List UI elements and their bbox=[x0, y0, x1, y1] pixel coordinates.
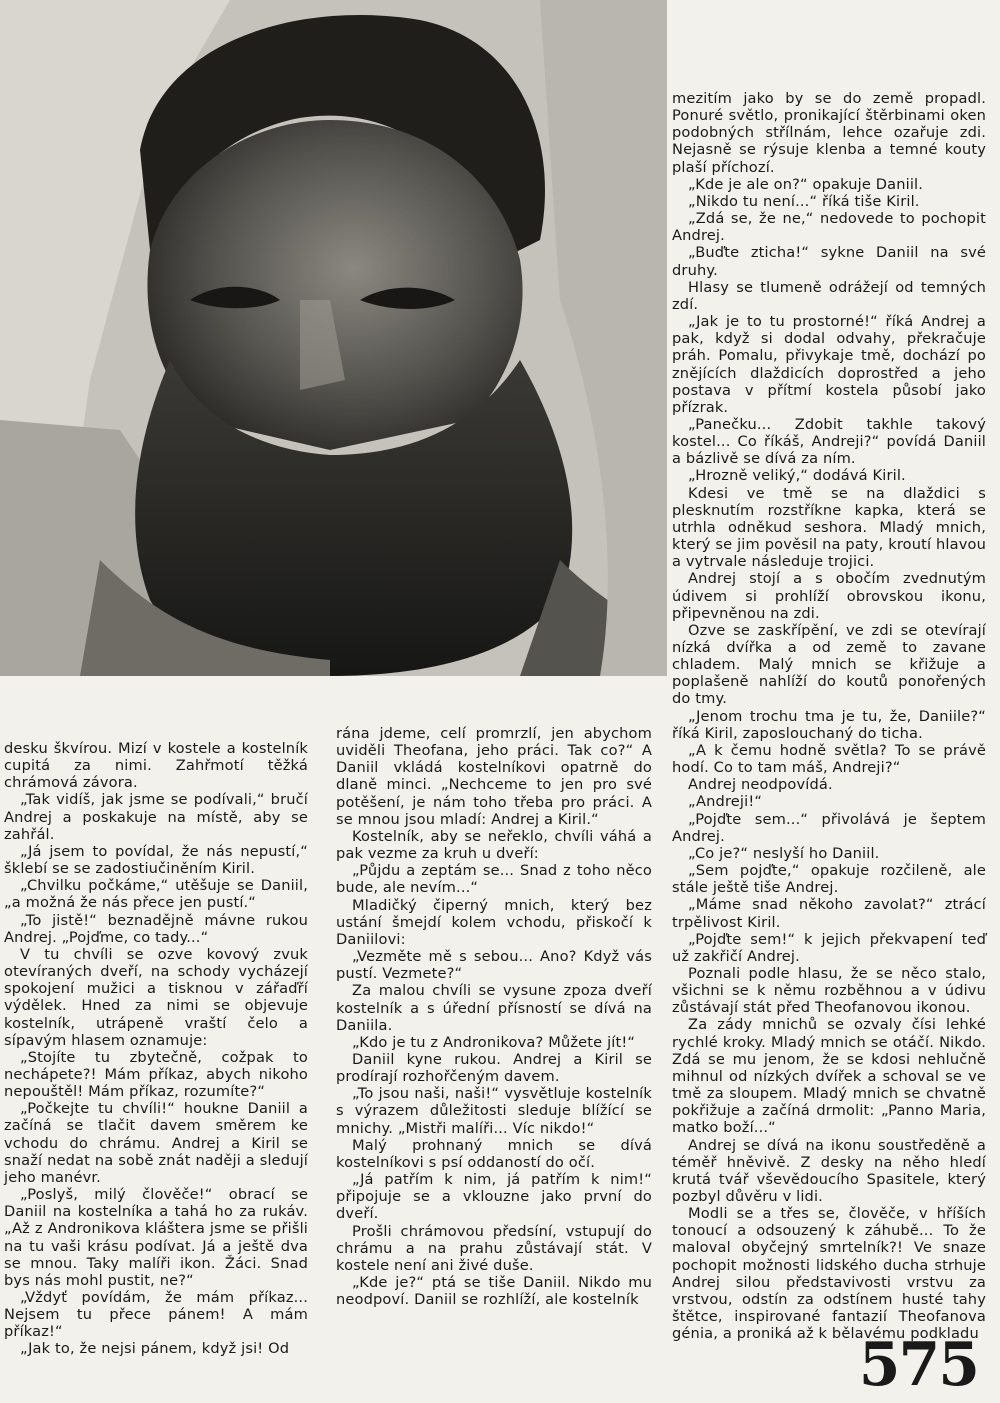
paragraph: Poznali podle hlasu, že se něco stalo, všichni se k němu rozběhnou a v údivu zůstávají stát před Theofanovou ikonou. bbox=[672, 964, 986, 1017]
paragraph: „Pojďte sem...“ přivolává je šeptem Andrej. bbox=[672, 810, 986, 845]
paragraph: Andrej stojí a s obočím zvednutým údivem si prohlíží obrovskou ikonu, připevněnou na zdi. bbox=[672, 570, 986, 622]
paragraph: Prošli chrámovou předsíní, vstupují do chrámu a na prahu zůstávají stát. V kostele není ani živé duše. bbox=[336, 1222, 652, 1274]
paragraph: „Počkejte tu chvíli!“ houkne Daniil a začíná se tlačit davem směrem ke vchodu do chrámu. Andrej a Kiril se snaží nedat na sobě znát naději a sledují jeho manévr. bbox=[4, 1100, 308, 1186]
paragraph: „Jenom trochu tma je tu, že, Daniile?“ říká Kiril, zaposlouchaný do ticha. bbox=[672, 707, 986, 742]
paragraph: „Andreji!“ bbox=[688, 793, 763, 811]
text-column-right bbox=[672, 90, 986, 1342]
paragraph: „Já patřím k nim, já patřím k nim!“ připojuje se a vklouzne jako první do dveří. bbox=[336, 1171, 652, 1223]
paragraph: Hlasy se tlumeně odrážejí od temných zdí. bbox=[672, 278, 986, 313]
paragraph: Andrej se dívá na ikonu soustředěně a téměř hněvivě. Z desky na něho hledí krutá tvář vševědoucího Spasitele, který pozbyl důvěru v lidi. bbox=[672, 1136, 986, 1205]
paragraph: „Vezměte mě s sebou... Ano? Když vás pustí. Vezmete?“ bbox=[336, 948, 652, 983]
paragraph: „Máme snad někoho zavolat?“ ztrácí trpělivost Kiril. bbox=[672, 896, 986, 931]
paragraph: „Půjdu a zeptám se... Snad z toho něco bude, ale nevím...“ bbox=[336, 862, 652, 897]
paragraph: „Chvilku počkáme,“ utěšuje se Daniil, „a možná že nás přece jen pustí.“ bbox=[4, 877, 308, 912]
paragraph: „Já jsem to povídal, že nás nepustí,“ šklebí se se zadostiučiněním Kiril. bbox=[4, 842, 308, 878]
paragraph: „Tak vidíš, jak jsme se podívali,“ bručí Andrej a poskakuje na místě, aby se zahřál. bbox=[4, 791, 308, 843]
paragraph: Andrej neodpovídá. bbox=[688, 776, 833, 794]
paragraph: „Jak to, že nejsi pánem, když jsi! Od bbox=[20, 1340, 290, 1358]
paragraph: „Vždyť povídám, že mám příkaz... Nejsem tu přece pánem! A mám příkaz!“ bbox=[4, 1289, 308, 1341]
painting-portrait-icon bbox=[0, 0, 667, 676]
page-number: 575 bbox=[858, 1330, 978, 1400]
text-column-left bbox=[4, 740, 308, 1358]
paragraph: Za zády mnichů se ozvaly čísi lehké rychlé kroky. Mladý mnich se otáčí. Nikdo. Zdá se mu jenom, že se kdosi nehlučně mihnul od nízkých dvířek a schoval se ve tmě za sloupem. Mladý mnich se chvatně pokřižuje a začíná drmolit: „Panno Maria, matko boží...“ bbox=[672, 1016, 986, 1137]
paragraph: „A k čemu hodně světla? To se právě hodí. Co to tam máš, Andreji?“ bbox=[672, 741, 986, 777]
paragraph: Daniil kyne rukou. Andrej a Kiril se prodírají rozhořčeným davem. bbox=[336, 1050, 652, 1086]
paragraph: „Sem pojďte,“ opakuje rozčileně, ale stále ještě tiše Andrej. bbox=[672, 862, 986, 897]
paragraph: „Pojďte sem!“ k jejich překvapení teď už zakřičí Andrej. bbox=[672, 930, 986, 965]
paragraph: V tu chvíli se ozve kovový zvuk otevíraných dveří, na schody vycházejí spokojení mužici a tisknou v zářaďří výdělek. Hned za nimi se objevuje kostelník, utrápeně vraští čelo a sípavým hlasem oznamuje: bbox=[4, 945, 308, 1049]
icon-painting-portrait bbox=[0, 0, 667, 676]
paragraph: desku škvírou. Mizí v kostele a kostelník cupitá za nimi. Zahřmotí těžká chrámová závora. bbox=[4, 740, 308, 792]
paragraph: „To jsou naši, naši!“ vysvětluje kostelník s výrazem důležitosti sleduje blížící se mnichy. „Mistři malíři... Víc nikdo!“ bbox=[336, 1085, 652, 1137]
paragraph: „Kde je ale on?“ opakuje Daniil. bbox=[688, 175, 924, 193]
paragraph: Kdesi ve tmě se na dlaždici s plesknutím rozstříkne kapka, která se utrhla odněkud seshora. Mladý mnich, který se jim pověsil na paty, kroutí hlavou a vytrvale následuje trojici. bbox=[672, 484, 986, 571]
paragraph: „Zdá se, že ne,“ nedovede to pochopit Andrej. bbox=[672, 210, 986, 245]
paragraph: „Stojíte tu zbytečně, cožpak to nechápete?! Mám příkaz, abych nikoho nepouštěl! Mám příkaz, rozumíte?“ bbox=[4, 1048, 308, 1101]
paragraph: „Poslyš, milý člověče!“ obrací se Daniil na kostelníka a tahá ho za rukáv. „Až z Andronikova kláštera jsme se přišli na tu vaši krásu podívat. Já a ještě dva se mnou. Taky malíři ikon. Žáci. Snad bys nás mohl pustit, ne?“ bbox=[4, 1186, 308, 1289]
paragraph: „Kdo je tu z Andronikova? Můžete jít!“ bbox=[352, 1033, 636, 1051]
paragraph: Za malou chvíli se vysune zpoza dveří kostelník a s úřední přísností se dívá na Daniila. bbox=[336, 982, 652, 1034]
paragraph: „Jak je to tu prostorné!“ říká Andrej a pak, když si dodal odvahy, překračuje práh. Pomalu, přivykaje tmě, dochází po znějících dlaždicích doprostřed a jeho postava v přítmí kostela působí jako přízrak. bbox=[672, 313, 986, 416]
paragraph: „Hrozně veliký,“ dodává Kiril. bbox=[688, 467, 906, 485]
paragraph: „Co je?“ neslyší ho Daniil. bbox=[688, 844, 880, 862]
paragraph: Malý prohnaný mnich se dívá kostelníkovi s psí oddaností do očí. bbox=[336, 1136, 652, 1171]
paragraph: mezitím jako by se do země propadl. Ponuré světlo, pronikající štěrbinami oken podobných střílnám, lehce ozařuje zdi. Nejasně se rýsuje klenba a temné kouty plaší příchozí. bbox=[672, 90, 986, 176]
paragraph: Mladičký čiperný mnich, který bez ustání šmejdí kolem vchodu, přiskočí k Daniilovi: bbox=[336, 896, 652, 948]
paragraph: „Panečku... Zdobit takhle takový kostel... Co říkáš, Andreji?“ povídá Daniil a bázlivě se dívá za ním. bbox=[672, 415, 986, 468]
paragraph: „Nikdo tu není...“ říká tiše Kiril. bbox=[688, 192, 920, 210]
paragraph: „Kde je?“ ptá se tiše Daniil. Nikdo mu neodpoví. Daniil se rozhlíží, ale kostelník bbox=[336, 1274, 652, 1309]
paragraph: rána jdeme, celí promrzlí, jen abychom uviděli Theofana, jeho práci. Tak co?“ A Daniil vkládá kostelníkovi opatrně do dlaně minci. „Nechceme to jen pro své potěšení, je nám toho třeba pro práci. A se mnou jsou mladí: Andrej a Kiril.“ bbox=[336, 725, 652, 828]
paragraph: Ozve se zaskřípění, ve zdi se otevírají nízká dvířka a od země to zavane chladem. Malý mnich se křižuje a poplašeně nahlíží do koutů ponořených do tmy. bbox=[672, 621, 986, 708]
paragraph: Kostelník, aby se neřeklo, chvíli váhá a pak vezme za kruh u dveří: bbox=[336, 827, 652, 863]
paragraph: „To jistě!“ beznadějně mávne rukou Andrej. „Pojďme, co tady...“ bbox=[4, 911, 308, 946]
text-column-middle bbox=[336, 725, 652, 1308]
paragraph: „Buďte zticha!“ sykne Daniil na své druhy. bbox=[672, 244, 986, 279]
paragraph: Modli se a třes se, člověče, v hříších tonoucí a odsouzený k záhubě... To že maloval obyčejný smrtelník?! Ve snaze pochopit možnosti lidského ducha strhuje Andrej silou představivosti vrstvu za vrstvou, odstín za odstínem husté tahy štětce, inspirované fantazií Theofanova génia, a proniká až k bělavému podkladu bbox=[672, 1205, 986, 1343]
